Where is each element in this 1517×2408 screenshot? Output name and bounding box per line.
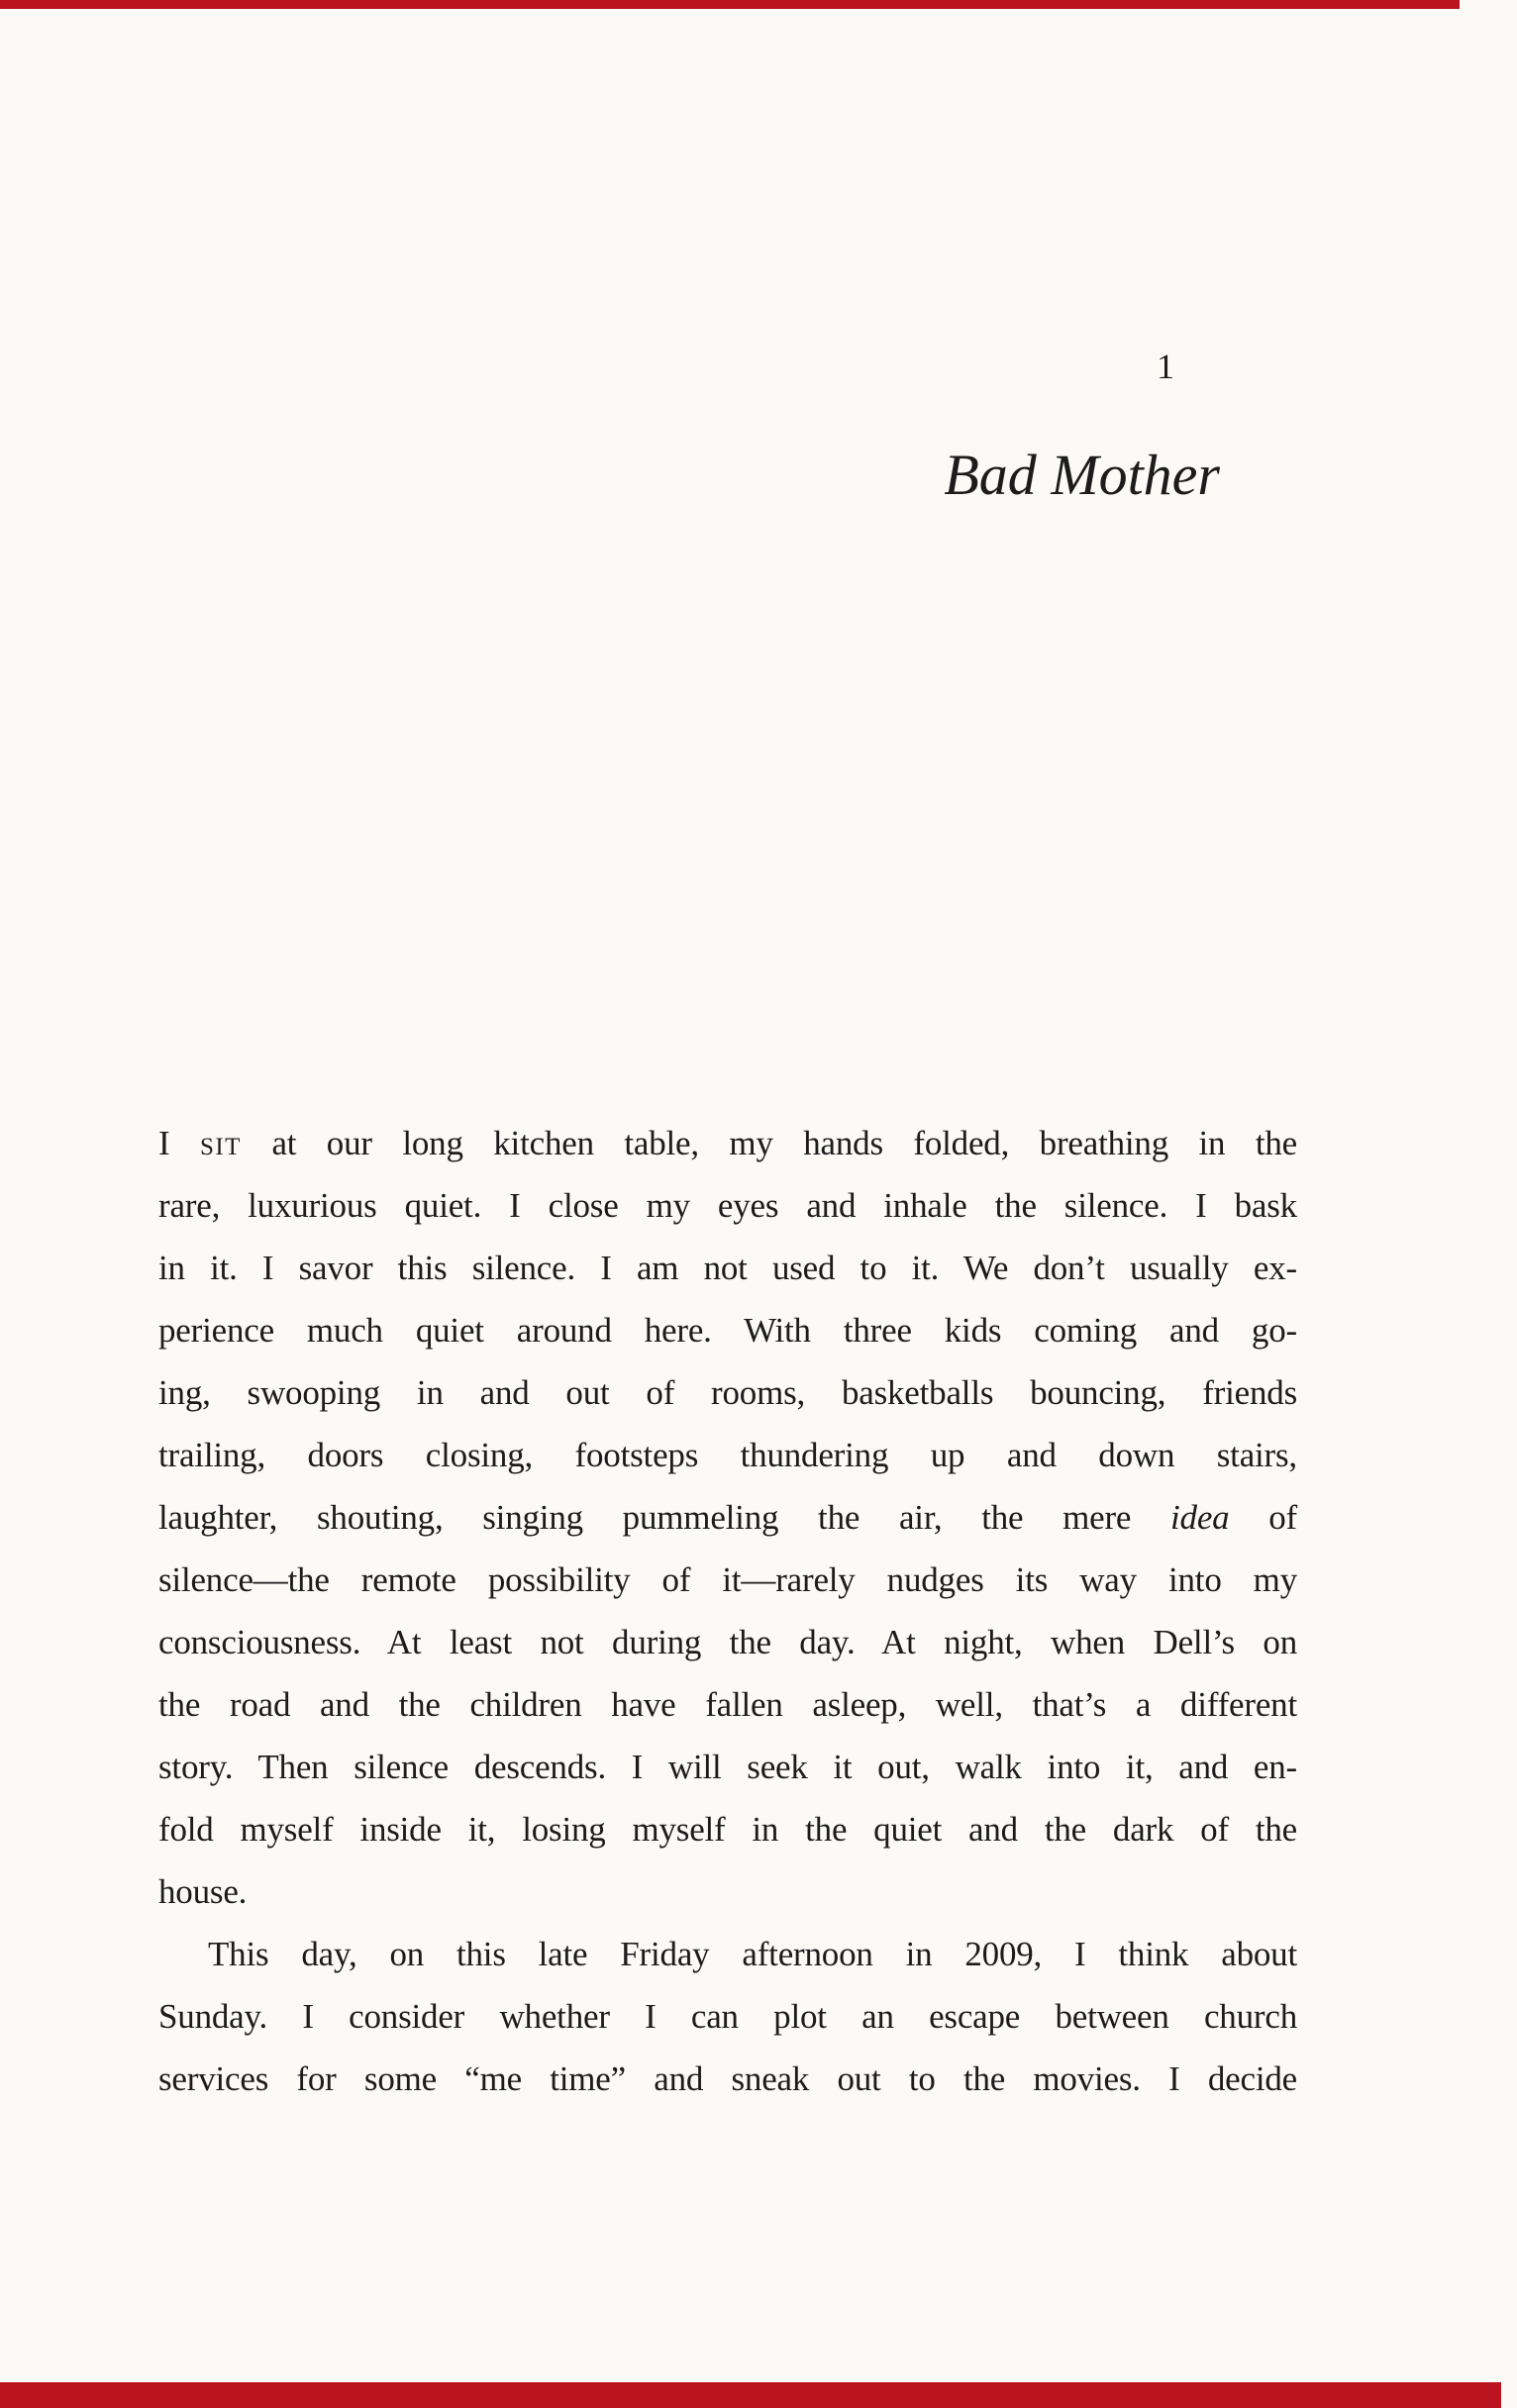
body-line: [158, 1424, 1297, 1486]
text-run: I: [158, 1124, 200, 1162]
body-line: [158, 1361, 1297, 1424]
body-line: [158, 1237, 1297, 1299]
text-run: laughter, shouting, singing pummeling the air, the mere: [158, 1498, 1171, 1537]
text-run: of: [1229, 1498, 1297, 1537]
body-line: [158, 1611, 1297, 1673]
body-line: [158, 1985, 1297, 2048]
chapter-number: 1: [1157, 347, 1175, 386]
body-line: [158, 1923, 1297, 1985]
text-run: perience much quiet around here. With three kids coming and go-: [158, 1311, 1297, 1350]
chapter-title: Bad Mother: [944, 443, 1220, 507]
top-edge-strip: [0, 0, 1460, 9]
text-run: consciousness. At least not during the day. At night, when Dell’s on: [158, 1623, 1297, 1661]
text-run: ing, swooping in and out of rooms, basketballs bouncing, friends: [158, 1373, 1297, 1412]
text-run: silence—the remote possibility of it—rarely nudges its way into my: [158, 1560, 1297, 1599]
text-run: fold myself inside it, losing myself in the quiet and the dark of the: [158, 1810, 1297, 1849]
body-line: [158, 1736, 1297, 1798]
text-run: This day, on this late Friday afternoon in 2009, I think about: [208, 1935, 1297, 1973]
text-run: in it. I savor this silence. I am not used to it. We don’t usually ex-: [158, 1249, 1297, 1287]
text-run: rare, luxurious quiet. I close my eyes and inhale the silence. I bask: [158, 1186, 1297, 1225]
smallcaps-run: sit: [199, 1124, 242, 1162]
text-run: Sunday. I consider whether I can plot an escape between church: [158, 1997, 1297, 2036]
chapter-header: [0, 0, 1517, 510]
body-text: [158, 1112, 1297, 2110]
body-line: [158, 1174, 1297, 1237]
body-line: [158, 1112, 1297, 1174]
bottom-edge-strip: [0, 2382, 1501, 2408]
body-line: [158, 1486, 1297, 1549]
body-line: [158, 1673, 1297, 1736]
body-line: [158, 2048, 1297, 2110]
text-run: the road and the children have fallen asleep, well, that’s a different: [158, 1685, 1297, 1724]
italic-run: idea: [1170, 1498, 1230, 1537]
body-line: [158, 1299, 1297, 1361]
body-line: [158, 1798, 1297, 1860]
body-line: [158, 1860, 1297, 1923]
text-run: trailing, doors closing, footsteps thundering up and down stairs,: [158, 1436, 1297, 1474]
body-line: [158, 1549, 1297, 1611]
text-run: story. Then silence descends. I will seek it out, walk into it, and en-: [158, 1748, 1297, 1786]
text-run: at our long kitchen table, my hands folded, breathing in the: [241, 1124, 1297, 1162]
text-run: services for some “me time” and sneak out to the movies. I decide: [158, 2059, 1297, 2098]
text-run: house.: [158, 1872, 248, 1911]
